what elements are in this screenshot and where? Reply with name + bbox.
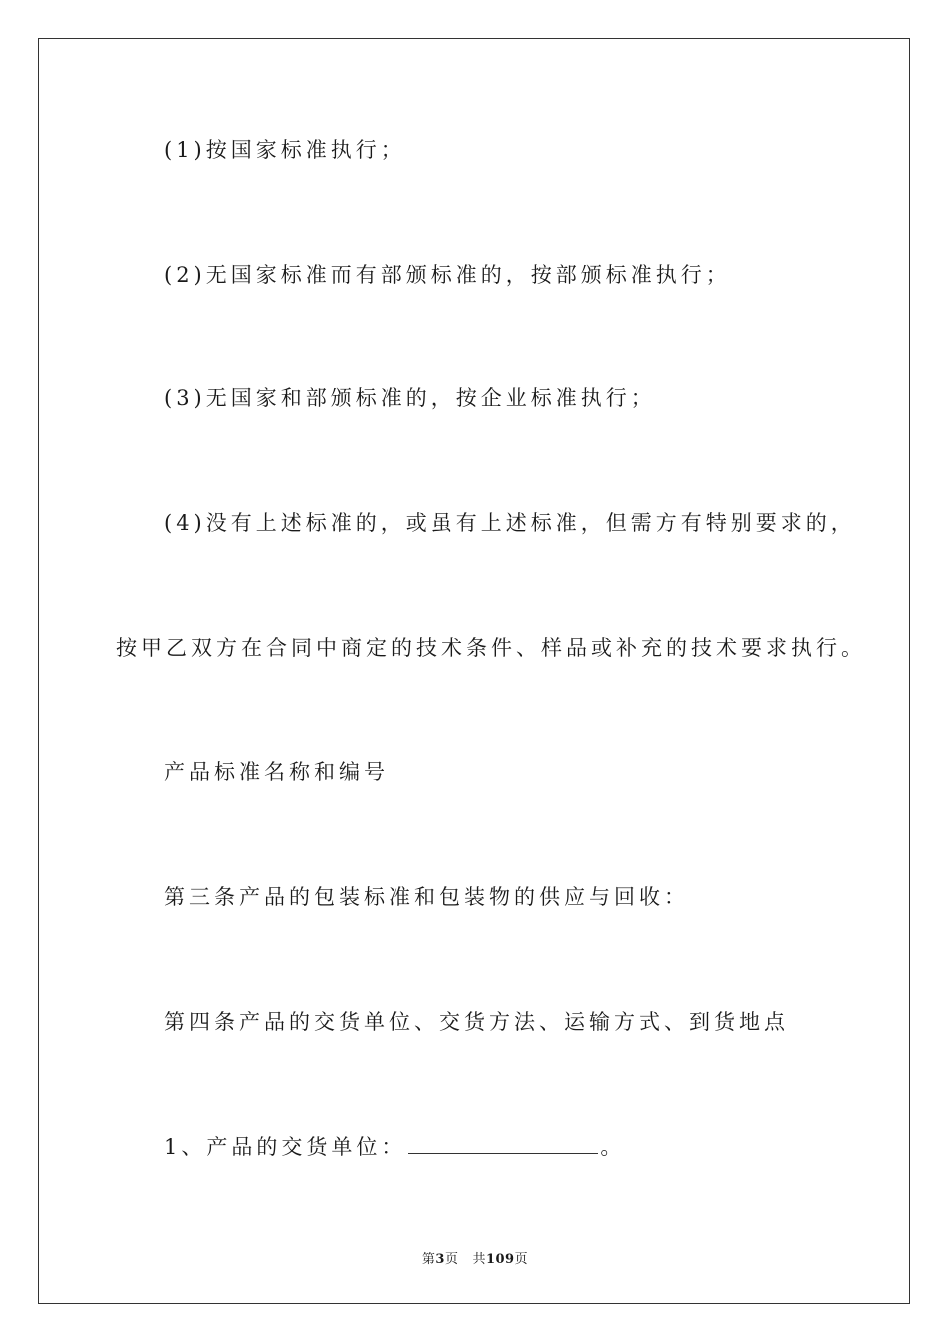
delivery-unit-label: 1、产品的交货单位： [164,1135,407,1159]
clause-line-4-continued: 按甲乙双方在合同中商定的技术条件、样品或补充的技术要求执行。 [116,636,866,660]
clause-line-2: (2)无国家标准而有部颁标准的，按部颁标准执行； [164,263,731,287]
delivery-unit-suffix: 。 [600,1135,626,1159]
standard-name-heading: 产品标准名称和编号 [164,760,389,784]
delivery-unit-blank [408,1135,598,1154]
delivery-unit-line [164,1133,625,1161]
clause-line-3: (3)无国家和部颁标准的，按企业标准执行； [164,386,656,410]
page-suffix: 页 [444,1252,459,1267]
total-prefix: 共 [472,1252,486,1267]
page-footer [0,1248,950,1267]
total-suffix: 页 [514,1252,529,1267]
page-prefix: 第 [421,1252,436,1267]
page-number: 3 [435,1252,445,1267]
clause-line-1: (1)按国家标准执行； [164,138,406,162]
page-border [38,38,910,1304]
clause-line-4: (4)没有上述标准的，或虽有上述标准，但需方有特别要求的， [164,511,856,535]
article-4-heading: 第四条产品的交货单位、交货方法、运输方式、到货地点 [164,1010,789,1034]
total-pages: 109 [485,1252,515,1267]
article-3-heading: 第三条产品的包装标准和包装物的供应与回收： [164,885,689,909]
